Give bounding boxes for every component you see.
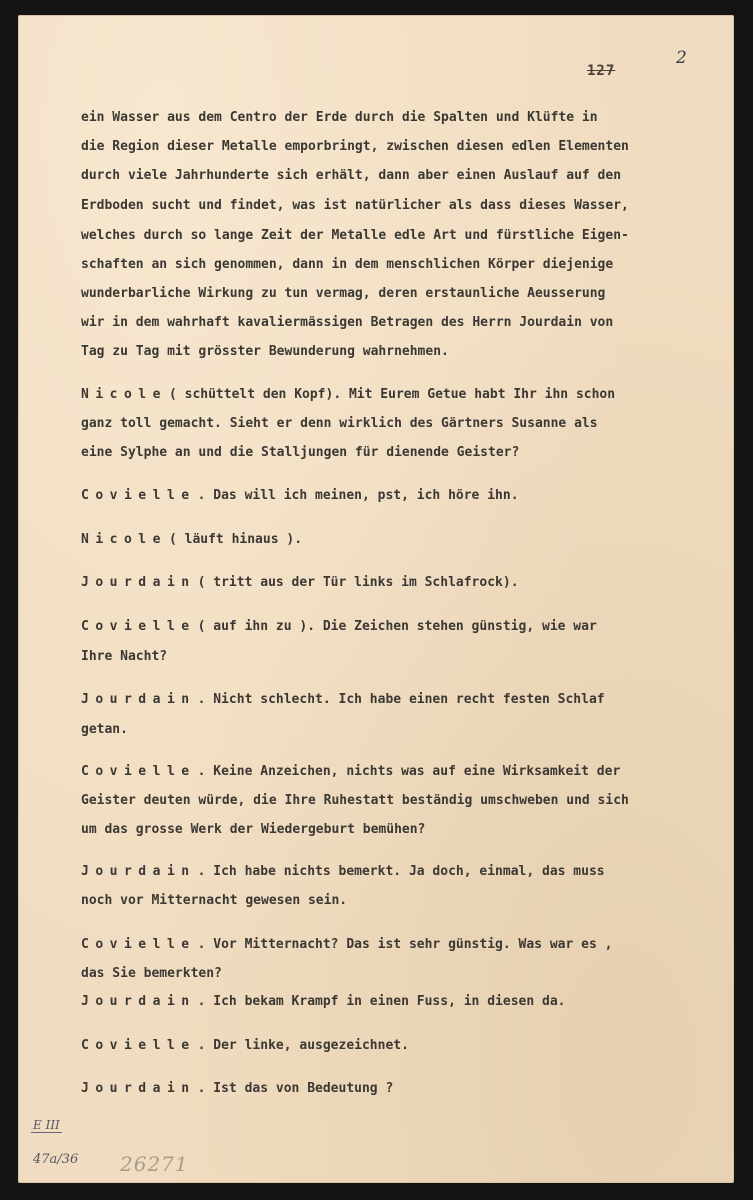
dialogue-line <box>81 385 615 405</box>
text-line: wir in dem wahrhaft kavaliermässigen Betragen des Herrn Jourdain von <box>81 315 614 330</box>
speaker-name: Covielle <box>81 619 196 634</box>
dialogue-text: ( läuft hinaus ). <box>168 532 303 547</box>
dialogue-text: . Vor Mitternacht? Das ist sehr günstig. Was war es , <box>197 937 613 952</box>
text-line: durch viele Jahrhunderte sich erhält, dann aber einen Auslauf auf den <box>81 168 622 183</box>
speaker-name: Covielle <box>81 937 196 952</box>
text-line: Ihre Nacht? <box>81 649 168 664</box>
text-line: ganz toll gemacht. Sieht er denn wirklich des Gärtners Susanne als <box>81 416 598 431</box>
archive-reference: 47a/36 <box>33 1152 79 1167</box>
text-line: eine Sylphe an und die Stalljungen für dienende Geister? <box>81 445 520 460</box>
speaker-name: Jourdain <box>81 692 196 707</box>
text-line: welches durch so lange Zeit der Metalle edle Art und fürstliche Eigen- <box>81 228 629 243</box>
dialogue-text: ( tritt aus der Tür links im Schlafrock). <box>197 575 519 590</box>
dialogue-line <box>81 935 612 955</box>
dialogue-text: . Der linke, ausgezeichnet. <box>197 1038 409 1053</box>
dialogue-line <box>81 1079 393 1099</box>
sheet-number: 2 <box>676 48 687 68</box>
dialogue-line <box>81 617 597 637</box>
text-line: noch vor Mitternacht gewesen sein. <box>81 893 348 908</box>
text-line: schaften an sich genommen, dann in dem menschlichen Körper diejenige <box>81 257 614 272</box>
text-line: Erdboden sucht und findet, was ist natürlicher als dass dieses Wasser, <box>81 198 629 213</box>
text-line: die Region dieser Metalle emporbringt, zwischen diesen edlen Elementen <box>81 139 629 154</box>
archive-number: 26271 <box>120 1152 189 1176</box>
dialogue-line <box>81 690 605 710</box>
dialogue-line <box>81 1036 409 1056</box>
dialogue-text: ( auf ihn zu ). Die Zeichen stehen günstig, wie war <box>197 619 597 634</box>
dialogue-line <box>81 486 519 506</box>
dialogue-line <box>81 573 519 593</box>
speaker-name: Covielle <box>81 1038 196 1053</box>
text-line: das Sie bemerkten? <box>81 966 222 981</box>
speaker-name: Covielle <box>81 764 196 779</box>
dialogue-line <box>81 530 302 550</box>
text-line: um das grosse Werk der Wiedergeburt bemühen? <box>81 822 426 837</box>
dialogue-text: . Keine Anzeichen, nichts was auf eine Wirksamkeit der <box>197 764 621 779</box>
speaker-name: Jourdain <box>81 864 196 879</box>
dialogue-line <box>81 762 620 782</box>
speaker-name: Covielle <box>81 488 196 503</box>
page-number: 127 <box>587 63 616 79</box>
dialogue-text: . Das will ich meinen, pst, ich höre ihn. <box>197 488 519 503</box>
dialogue-text: . Ich bekam Krampf in einen Fuss, in diesen da. <box>197 994 566 1009</box>
speaker-name: Nicole <box>81 532 167 547</box>
dialogue-text: . Ist das von Bedeutung ? <box>197 1081 394 1096</box>
speaker-name: Jourdain <box>81 575 196 590</box>
dialogue-text: . Nicht schlecht. Ich habe einen recht festen Schlaf <box>197 692 605 707</box>
text-line: Tag zu Tag mit grösster Bewunderung wahrnehmen. <box>81 344 449 359</box>
dialogue-line <box>81 992 565 1012</box>
dialogue-text: ( schüttelt den Kopf). Mit Eurem Getue habt Ihr ihn schon <box>168 387 616 402</box>
speaker-name: Jourdain <box>81 1081 196 1096</box>
dialogue-line <box>81 862 605 882</box>
speaker-name: Nicole <box>81 387 167 402</box>
text-line: getan. <box>81 722 128 737</box>
text-line: Geister deuten würde, die Ihre Ruhestatt beständig umschweben und sich <box>81 793 629 808</box>
text-line: wunderbarliche Wirkung zu tun vermag, deren erstaunliche Aeusserung <box>81 286 606 301</box>
dialogue-text: . Ich habe nichts bemerkt. Ja doch, einmal, das muss <box>197 864 605 879</box>
text-line: ein Wasser aus dem Centro der Erde durch die Spalten und Klüfte in <box>81 110 598 125</box>
speaker-name: Jourdain <box>81 994 196 1009</box>
archive-box-label: E III <box>33 1118 60 1132</box>
